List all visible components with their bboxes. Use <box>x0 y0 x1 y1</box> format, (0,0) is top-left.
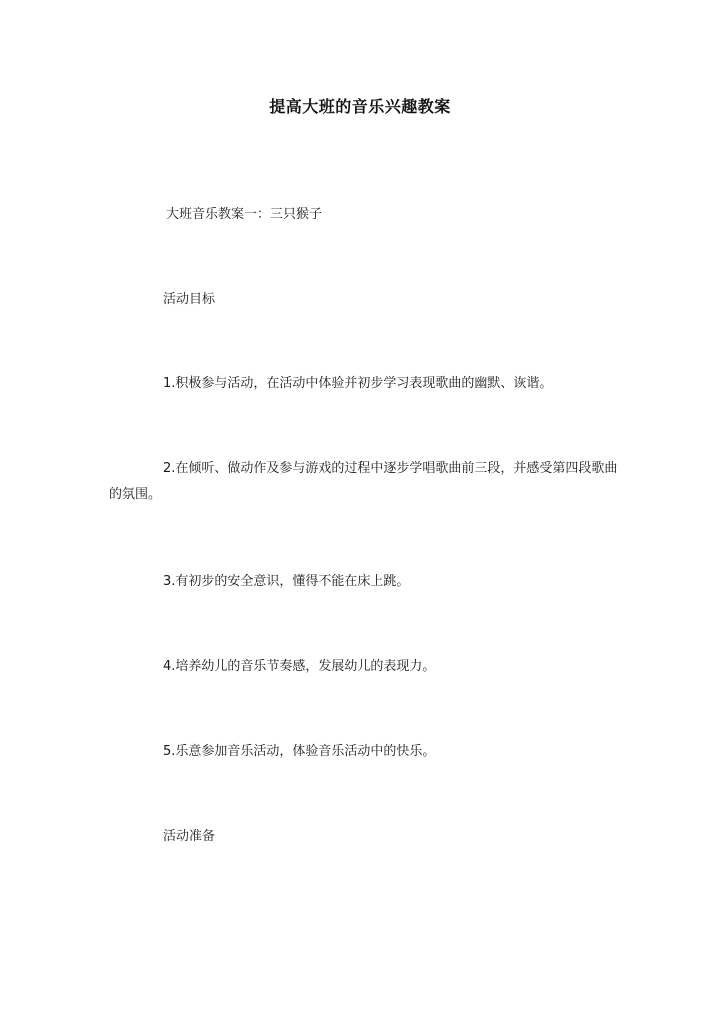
goal-item-4: 4.培养幼儿的音乐节奏感，发展幼儿的表现力。 <box>163 659 436 674</box>
document-title: 提高大班的音乐兴趣教案 <box>269 97 451 116</box>
lesson-subtitle: 大班音乐教案一：三只猴子 <box>166 207 323 222</box>
goals-heading: 活动目标 <box>163 292 216 307</box>
goal-item-3: 3.有初步的安全意识，懂得不能在床上跳。 <box>163 574 410 589</box>
goal-item-1: 1.积极参与活动，在活动中体验并初步学习表现歌曲的幽默、诙谐。 <box>163 376 553 391</box>
goal-item-5: 5.乐意参加音乐活动，体验音乐活动中的快乐。 <box>163 744 436 759</box>
preparation-heading: 活动准备 <box>163 829 216 844</box>
goal-item-2: 2.在倾听、做动作及参与游戏的过程中逐步学唱歌曲前三段，并感受第四段歌曲的氛围。 <box>109 461 618 502</box>
